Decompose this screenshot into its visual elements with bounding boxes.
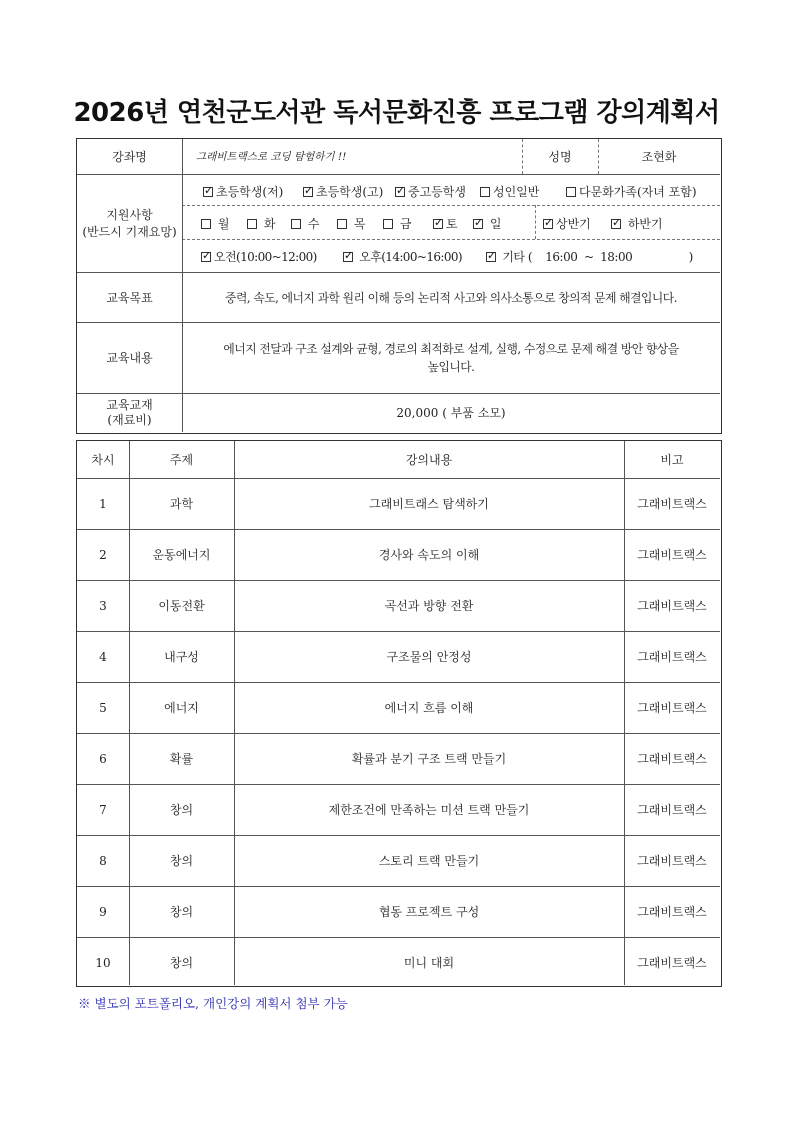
course-label: 강좌명: [112, 150, 147, 164]
target-option[interactable]: 다문화가족(자녀 포함): [566, 183, 697, 200]
checkbox-icon: [291, 219, 301, 229]
checkbox-icon: [395, 187, 405, 197]
checkbox-icon: [203, 187, 213, 197]
checkbox-icon: [473, 219, 483, 229]
day-option[interactable]: 화: [247, 215, 275, 232]
day-option[interactable]: ✓ 토: [433, 215, 458, 232]
row-number: 6: [99, 751, 107, 766]
row-note: 그래비트랙스: [637, 905, 707, 919]
support-label: [77, 174, 182, 272]
content-label: 교육내용: [106, 351, 153, 365]
row-topic: 에너지: [164, 701, 199, 715]
row-content: 곡선과 방향 전환: [384, 599, 474, 613]
info-table: [76, 138, 722, 434]
row-note: 그래비트랙스: [637, 650, 707, 664]
checkbox-icon: [343, 252, 353, 262]
checkbox-icon: [611, 219, 621, 229]
material-label-line2: (재료비): [107, 412, 152, 427]
course-value: 그래비트랙스로 코딩 탐험하기 !!: [196, 151, 347, 163]
time-option[interactable]: ✓ 기타 ( 16:00 ~ 18:00 ): [486, 248, 693, 265]
checkbox-icon: [480, 187, 490, 197]
target-option[interactable]: ✓ 초등학생(저): [203, 183, 283, 200]
row-topic: 창의: [169, 905, 194, 919]
checkbox-icon: [201, 219, 211, 229]
row-number: 9: [99, 904, 107, 919]
row-note: 그래비트랙스: [637, 497, 707, 511]
row-note: 그래비트랙스: [637, 599, 707, 613]
row-note: 그래비트랙스: [637, 803, 707, 817]
time-option[interactable]: ✓ 오후(14:00~16:00): [343, 248, 462, 265]
checkbox-icon: [303, 187, 313, 197]
row-topic: 창의: [169, 854, 194, 868]
row-number: 1: [99, 496, 107, 511]
support-label-line2: (반드시 기재요망): [82, 225, 177, 239]
target-option[interactable]: 성인일반: [480, 183, 539, 200]
day-option[interactable]: ✓ 일: [473, 215, 501, 232]
row-content: 에너지 흐름 이해: [384, 701, 474, 715]
row-number: 8: [99, 853, 107, 868]
support-label-line1: 지원사항: [106, 208, 153, 222]
checkbox-icon: [566, 187, 576, 197]
day-option[interactable]: 수: [291, 215, 319, 232]
row-number: 7: [99, 802, 107, 817]
header-content: 강의내용: [405, 453, 453, 467]
material-label-line1: 교육교재: [106, 397, 153, 412]
name-value: 조현화: [641, 150, 677, 164]
row-content: 그래비트래스 탐색하기: [369, 497, 489, 511]
row-number: 3: [99, 598, 107, 613]
row-number: 5: [99, 700, 107, 715]
checkbox-icon: [383, 219, 393, 229]
row-content: 협동 프로젝트 구성: [378, 905, 480, 919]
row-content: 제한조건에 만족하는 미션 트랙 만들기: [328, 803, 530, 817]
header-note: 비고: [660, 453, 684, 467]
row-topic: 내구성: [164, 650, 199, 664]
content-value-line1: 에너지 전달과 구조 설계와 균형, 경로의 최적화로 설계, 실행, 수정으로 문제 해결 방안 향상을: [223, 341, 679, 356]
row-number: 4: [99, 649, 107, 664]
footnote: ※ 별도의 포트폴리오, 개인강의 계획서 첨부 가능: [78, 996, 348, 1011]
material-label: [77, 393, 182, 432]
checkbox-icon: [543, 219, 553, 229]
content-value: [182, 322, 720, 393]
row-topic: 이동전환: [158, 599, 205, 613]
row-note: 그래비트랙스: [637, 956, 707, 970]
document-title: 2026년 연천군도서관 독서문화진흥 프로그램 강의계획서: [73, 98, 720, 128]
header-no: 차시: [91, 453, 115, 467]
row-content: 확률과 분기 구조 트랙 만들기: [351, 752, 507, 766]
row-topic: 확률: [169, 752, 194, 766]
row-content: 구조물의 안정성: [386, 650, 472, 664]
day-option[interactable]: 목: [337, 215, 365, 232]
row-topic: 운동에너지: [152, 548, 211, 562]
content-value-line2: 높입니다.: [427, 359, 475, 374]
checkbox-icon: [201, 252, 211, 262]
material-value: 20,000 ( 부품 소모): [396, 406, 506, 420]
row-note: 그래비트랙스: [637, 752, 707, 766]
row-note: 그래비트랙스: [637, 548, 707, 562]
row-number: 2: [99, 547, 107, 562]
target-option[interactable]: ✓ 초등학생(고): [303, 183, 383, 200]
checkbox-icon: [247, 219, 257, 229]
row-note: 그래비트랙스: [637, 701, 707, 715]
row-content: 스토리 트랙 만들기: [378, 854, 480, 868]
half-option[interactable]: ✓ 하반기: [611, 215, 663, 232]
row-topic: 과학: [169, 497, 194, 511]
row-content: 미니 대회: [403, 956, 455, 970]
goal-label: 교육목표: [106, 290, 153, 305]
checkbox-icon: [433, 219, 443, 229]
row-topic: 창의: [169, 803, 194, 817]
checkbox-icon: [486, 252, 496, 262]
schedule-table: [76, 440, 722, 987]
half-option[interactable]: ✓ 상반기: [543, 215, 591, 232]
day-option[interactable]: 금: [383, 215, 411, 232]
checkbox-icon: [337, 219, 347, 229]
target-option[interactable]: ✓ 중고등학생: [395, 183, 466, 200]
header-topic: 주제: [169, 453, 194, 467]
row-topic: 창의: [169, 956, 194, 970]
goal-value: 중력, 속도, 에너지 과학 원리 이해 등의 논리적 사고와 의사소통으로 창의적 문제 해결입니다.: [225, 290, 677, 305]
time-option[interactable]: ✓ 오전(10:00~12:00): [201, 248, 317, 265]
row-note: 그래비트랙스: [637, 854, 707, 868]
row-content: 경사와 속도의 이해: [378, 548, 480, 562]
row-number: 10: [95, 955, 111, 970]
name-label: 성명: [548, 150, 572, 164]
day-option[interactable]: 월: [201, 215, 229, 232]
